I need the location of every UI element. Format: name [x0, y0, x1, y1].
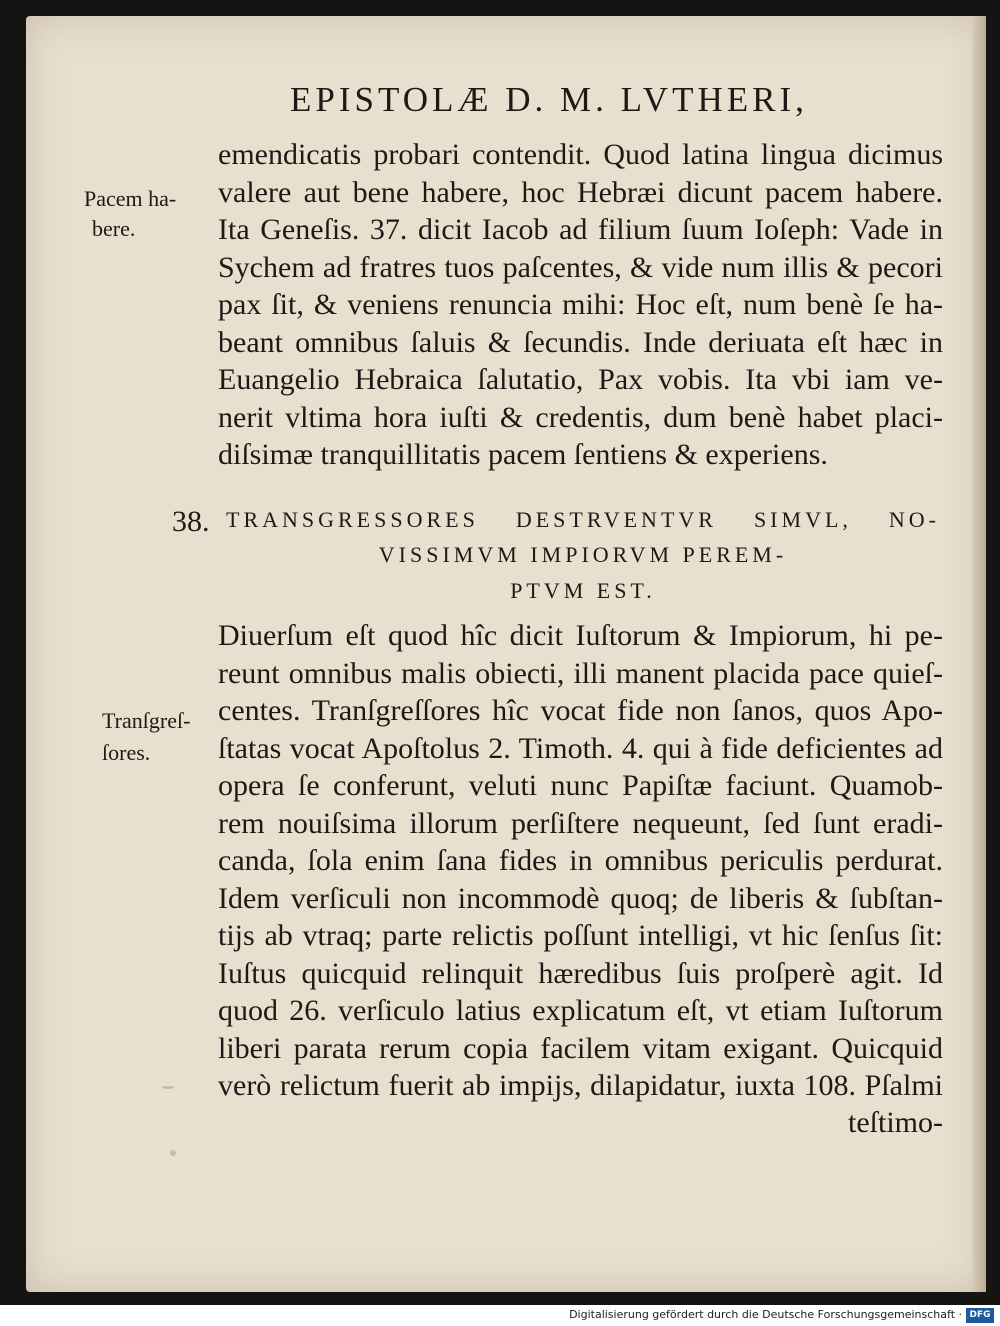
text-line: liberi parata rerum copia facilem vitam exigant. Quicquid	[218, 1032, 943, 1065]
running-head: EPISTOLÆ D. M. LVTHERI,	[290, 80, 808, 119]
page-edge	[972, 16, 986, 1292]
text-line: quod 26. verſiculo latius explicatum eſt, vt etiam Iuſtorum	[218, 994, 943, 1027]
dfg-logo: DFG	[966, 1308, 994, 1323]
text-line: canda, ſola enim ſana fides in omnibus periculis perdurat.	[218, 844, 943, 877]
marginal-note: Tranſgreſ-	[102, 708, 191, 733]
text-line: reunt omnibus malis obiecti, illi manent placida pace quieſ-	[218, 657, 943, 690]
marginal-note: Pacem ha-	[84, 186, 177, 211]
footer-credit: Digitalisierung gefördert durch die Deutsche Forschungsgemeinschaft ·	[569, 1308, 962, 1321]
text-line: verò relictum fuerit ab impijs, dilapidatur, iuxta 108. Pſalmi	[218, 1069, 943, 1102]
text-line: Euangelio Hebraica ſalutatio, Pax vobis. Ita vbi iam ve-	[218, 363, 943, 396]
text-line: Iuſtus quicquid relinquit hæredibus ſuis proſperè agit. Id	[218, 957, 943, 990]
paper-blemish	[162, 1086, 174, 1089]
verse-heading-line: PTVM EST.	[510, 578, 656, 603]
text-line: nerit vltima hora iuſti & credentis, dum benè habet placi-	[218, 401, 943, 434]
verse-number: 38.	[172, 505, 210, 538]
text-line: rem nouiſsima illorum perſiſtere nequeunt, ſed ſunt eradi-	[218, 807, 943, 840]
marginal-note: ſores.	[102, 740, 151, 765]
text-line: pax ſit, & veniens renuncia mihi: Hoc eſt, num benè ſe ha-	[218, 288, 943, 321]
text-line: valere aut bene habere, hoc Hebræi dicunt pacem habere.	[218, 176, 943, 209]
text-line: diſsimæ tranquillitatis pacem ſentiens & experiens.	[218, 438, 828, 471]
text-line: Idem verſiculi non incommodè quoq; de liberis & ſubſtan-	[218, 882, 943, 915]
text-line: emendicatis probari contendit. Quod latina lingua dicimus	[218, 138, 943, 171]
verse-heading-line: TRANSGRESSORES DESTRVENTVR SIMVL, NO-	[226, 507, 940, 532]
marginal-note: bere.	[92, 216, 136, 241]
verse-heading-line: VISSIMVM IMPIORVM PEREM-	[378, 542, 788, 567]
text-line: ſtatas vocat Apoſtolus 2. Timoth. 4. qui à fide deficientes ad	[218, 732, 943, 765]
text-line: centes. Tranſgreſſores hîc vocat fide non ſanos, quos Apo-	[218, 694, 943, 727]
text-line: tijs ab vtraq; parte relictis poſſunt intelligi, vt hic ſenſus ſit:	[218, 919, 943, 952]
footer-bar	[0, 1305, 1000, 1326]
text-line: Diuerſum eſt quod hîc dicit Iuſtorum & Impiorum, hi pe-	[218, 619, 943, 652]
text-line: opera ſe conferunt, veluti nunc Papiſtæ faciunt. Quamob-	[218, 769, 943, 802]
text-line: beant omnibus ſaluis & ſecundis. Inde deriuata eſt hæc in	[218, 326, 943, 359]
catchword: teſtimo-	[848, 1106, 943, 1139]
text-line: Sychem ad fratres tuos paſcentes, & vide num illis & pecori	[218, 251, 943, 284]
paper-blemish	[170, 1150, 176, 1156]
text-line: Ita Geneſis. 37. dicit Iacob ad filium ſuum Ioſeph: Vade in	[218, 213, 943, 246]
